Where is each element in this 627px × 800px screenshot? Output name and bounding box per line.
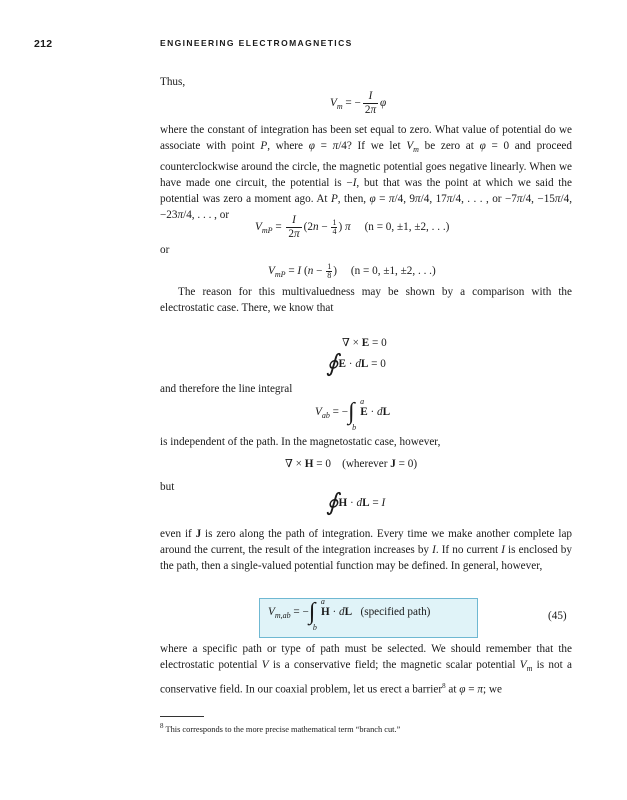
equation-vab: $V_{ab}$ = −∫ a b E · dL <box>315 397 391 433</box>
equation-vmp-1-condition: (n = 0, ±1, ±2, . . .) <box>364 221 450 234</box>
page-number: 212 <box>34 38 53 50</box>
text-or: or <box>160 244 170 256</box>
equation-closed-e: ∮E · dL = 0 <box>326 351 386 378</box>
paragraph-integration-laps: even if J is zero along the path of integration. Every time we make another complete lap around the current, the result of the integration increases by I. If no current I is enclosed by the path, then a single-valued potential function may be defined. In general, however, <box>160 528 573 573</box>
running-head: ENGINEERING ELECTROMAGNETICS <box>160 38 353 48</box>
paragraph-multivalued-intro: where the constant of integration has been set equal to zero. What value of potential do we associate with point P, where φ = π/4? If we let $V_m$ be zero at φ = 0 and proceed counterclockwise around the circle, the magnetic potential goes negative linearly. When we have made one circuit, the potential is −I, but that was the point at which we said the potential was zero a moment ago. At P, then, φ = π/4, 9π/4, 17π/4, . . . , or −7π/4, −15π/4, −23π/4, . . . , or <box>160 124 573 222</box>
footnote-text: This corresponds to the more precise mathematical term “branch cut.” <box>165 724 401 734</box>
equation-closed-h: ∮H · dL = I <box>326 490 386 517</box>
paragraph-conservative-field: where a specific path or type of path must be selected. We should remember that the electrostatic potential V is a conservative field; the magnetic scalar potential $V_m$ is not a conservative field. In our coaxial problem, let us erect a barrier$^8$ at φ = π; we <box>160 643 572 696</box>
text-thus: Thus, <box>160 76 186 88</box>
paragraph-independent-path: is independent of the path. In the magnetostatic case, however, <box>160 436 441 448</box>
footnote-marker: 8 <box>160 722 164 730</box>
paragraph-line-integral: and therefore the line integral <box>160 383 293 395</box>
closed-integral-symbol: ∮ <box>326 490 339 517</box>
equation-45-note: (specified path) <box>360 606 431 618</box>
paragraph-electrostatic-comparison: The reason for this multivaluedness may be shown by a comparison with the electrostatic case. There, we know that <box>160 286 572 315</box>
equation-curl-h: ∇ × H = 0 (wherever J = 0) <box>285 458 418 470</box>
footnote-rule <box>160 716 204 717</box>
equation-vmp-2: $V_{mP} = I$ (n − $\frac{1}{8}$ ) (n = 0, ±1, ±2, . . .) <box>268 262 436 280</box>
closed-integral-symbol: ∮ <box>326 351 339 378</box>
page-header <box>0 38 627 52</box>
equation-vmp-2-condition: (n = 0, ±1, ±2, . . .) <box>350 265 436 278</box>
footnote <box>160 722 400 734</box>
equation-curl-e: ∇ × E = 0 <box>342 337 387 349</box>
integral-symbol: ∫ a b <box>348 397 365 433</box>
integral-symbol: ∫ a b <box>308 597 325 633</box>
text-but: but <box>160 481 175 493</box>
equation-vmp-1: $V_{mP}$ = $\frac{I}{2\pi}$ (2n − $\frac{1}{4}$ ) π (n = 0, ±1, ±2, . . .) <box>255 214 450 240</box>
equation-vm: $V_m$ = − $\frac{I}{2\pi}$ φ <box>330 90 387 116</box>
equation-45: $V_{m,ab}$ = −∫ a b H · dL (specified path) <box>268 597 431 633</box>
equation-number: (45) <box>548 610 567 622</box>
